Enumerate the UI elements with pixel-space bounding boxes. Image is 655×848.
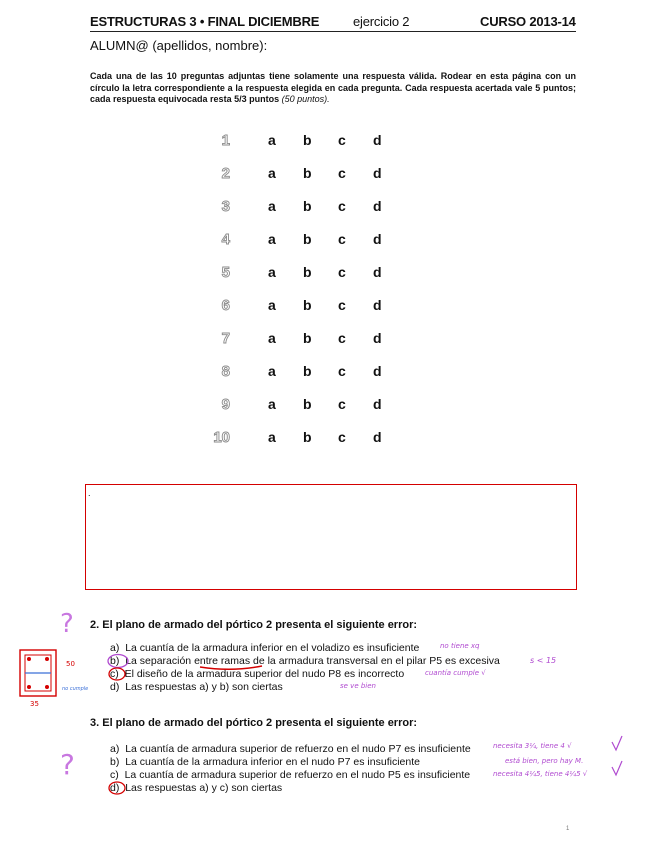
answer-box[interactable]	[85, 484, 577, 590]
question-number: 5	[221, 264, 230, 281]
answer-row	[200, 330, 400, 350]
question-number: 10	[213, 429, 230, 446]
answer-row	[200, 264, 400, 284]
answer-option-b[interactable]: b	[303, 198, 312, 214]
answer-row	[200, 396, 400, 416]
answer-option-d[interactable]: d	[373, 231, 382, 247]
answer-option-b[interactable]: b	[303, 396, 312, 412]
q3-d-circle	[109, 782, 125, 794]
q3-option-a[interactable]: a) La cuantía de armadura superior de refuerzo en el nudo P7 es insuficiente	[110, 743, 471, 755]
answer-option-b[interactable]: b	[303, 132, 312, 148]
q3-note-a: necesita 3¼, tiene 4 √	[493, 742, 572, 750]
answer-option-d[interactable]: d	[373, 396, 382, 412]
answer-row	[200, 198, 400, 218]
answer-option-b[interactable]: b	[303, 297, 312, 313]
handwritten-annotations	[0, 600, 655, 810]
q2-underline	[200, 666, 262, 669]
answer-row	[200, 429, 400, 449]
answer-row	[200, 231, 400, 251]
question-3-title: 3. El plano de armado del pórtico 2 presenta el siguiente error:	[90, 717, 418, 729]
answer-option-b[interactable]: b	[303, 363, 312, 379]
answer-box-mark: .	[88, 488, 91, 498]
answer-option-b[interactable]: b	[303, 231, 312, 247]
question-number: 2	[221, 165, 230, 182]
answer-option-a[interactable]: a	[268, 165, 276, 181]
q2-note-a: no tiene xq	[440, 642, 480, 650]
question-mark-q2: ?	[60, 609, 74, 639]
answer-row	[200, 297, 400, 317]
instructions-text: Cada una de las 10 preguntas adjuntas tiene solamente una respuesta válida. Rodear en esta página con un círculo la letra correspondiente a la respuesta elegida en cada pregunta. Cada respuesta acertada vale 5 puntos; cada respuesta equivocada resta 5/3 puntos	[90, 71, 576, 104]
q3-option-b[interactable]: b) La cuantía de la armadura inferior en el nudo P7 es insuficiente	[110, 756, 420, 768]
answer-option-d[interactable]: d	[373, 330, 382, 346]
answer-option-a[interactable]: a	[268, 297, 276, 313]
question-number: 8	[221, 363, 230, 380]
answer-option-c[interactable]: c	[338, 198, 346, 214]
q2-c-circle	[109, 668, 125, 680]
answer-option-d[interactable]: d	[373, 363, 382, 379]
sketch-label-35: 35	[30, 700, 39, 708]
question-number: 4	[221, 231, 230, 248]
q3-note-c: necesita 4¼5, tiene 4¼5 √	[493, 770, 588, 778]
question-number: 7	[221, 330, 230, 347]
answer-row	[200, 363, 400, 383]
q2-b-circle	[108, 655, 128, 668]
answer-option-a[interactable]: a	[268, 132, 276, 148]
answer-option-d[interactable]: d	[373, 264, 382, 280]
q2-note-d: se ve bien	[340, 682, 376, 690]
answer-option-c[interactable]: c	[338, 132, 346, 148]
q3-option-c[interactable]: c) La cuantía de armadura superior de refuerzo en el nudo P5 es insuficiente	[110, 769, 471, 781]
q2-note-b: s < 15	[530, 656, 557, 665]
answer-option-c[interactable]: c	[338, 297, 346, 313]
q3-note-b: está bien, pero hay M.	[505, 757, 584, 765]
answer-option-d[interactable]: d	[373, 297, 382, 313]
answer-option-c[interactable]: c	[338, 363, 346, 379]
answer-row	[200, 165, 400, 185]
answer-option-a[interactable]: a	[268, 231, 276, 247]
q2-note-c: cuantía cumple √	[425, 669, 486, 677]
q3-option-d[interactable]: d) Las respuestas a) y c) son ciertas	[110, 782, 283, 794]
q2-option-d[interactable]: d) Las respuestas a) y b) son ciertas	[110, 681, 283, 693]
q2-option-b[interactable]: b) La separación entre ramas de la armadura transversal en el pilar P5 es excesiva	[110, 655, 500, 667]
answer-option-c[interactable]: c	[338, 231, 346, 247]
answer-option-d[interactable]: d	[373, 165, 382, 181]
sketch-label-50: 50	[66, 660, 75, 668]
answer-option-d[interactable]: d	[373, 132, 382, 148]
answer-option-a[interactable]: a	[268, 396, 276, 412]
answer-option-a[interactable]: a	[268, 330, 276, 346]
question-number: 9	[221, 396, 230, 413]
answer-option-b[interactable]: b	[303, 330, 312, 346]
question-2-title: 2. El plano de armado del pórtico 2 presenta el siguiente error:	[90, 619, 418, 631]
header-exercise: ejercicio 2	[353, 14, 410, 29]
check-icon	[612, 736, 622, 750]
answer-option-a[interactable]: a	[268, 363, 276, 379]
question-number: 1	[221, 132, 230, 149]
header-course: CURSO 2013-14	[480, 14, 576, 29]
answer-option-c[interactable]: c	[338, 330, 346, 346]
student-name-label: ALUMN@ (apellidos, nombre):	[90, 38, 268, 53]
answer-option-b[interactable]: b	[303, 429, 312, 445]
check-icon	[612, 761, 622, 775]
answer-option-c[interactable]: c	[338, 429, 346, 445]
answer-option-a[interactable]: a	[268, 429, 276, 445]
answer-option-c[interactable]: c	[338, 396, 346, 412]
question-number: 6	[221, 297, 230, 314]
question-number: 3	[221, 198, 230, 215]
header-title: ESTRUCTURAS 3 • FINAL DICIEMBRE	[90, 14, 320, 29]
page-number: 1	[566, 826, 570, 832]
instructions	[90, 71, 576, 106]
answer-option-c[interactable]: c	[338, 264, 346, 280]
question-mark-q3: ?	[60, 748, 75, 781]
answer-option-a[interactable]: a	[268, 264, 276, 280]
answer-row	[200, 132, 400, 152]
header-rule	[90, 31, 576, 32]
answer-option-d[interactable]: d	[373, 429, 382, 445]
answer-option-c[interactable]: c	[338, 165, 346, 181]
answer-option-a[interactable]: a	[268, 198, 276, 214]
answer-option-b[interactable]: b	[303, 264, 312, 280]
q2-option-c[interactable]: c) El diseño de la armadura superior del nudo P8 es incorrecto	[110, 668, 405, 680]
answer-option-d[interactable]: d	[373, 198, 382, 214]
sketch-side-note: no cumple	[62, 686, 89, 692]
answer-option-b[interactable]: b	[303, 165, 312, 181]
q2-option-a[interactable]: a) La cuantía de la armadura inferior en el voladizo es insuficiente	[110, 642, 420, 654]
instructions-points: (50 puntos).	[281, 94, 330, 104]
